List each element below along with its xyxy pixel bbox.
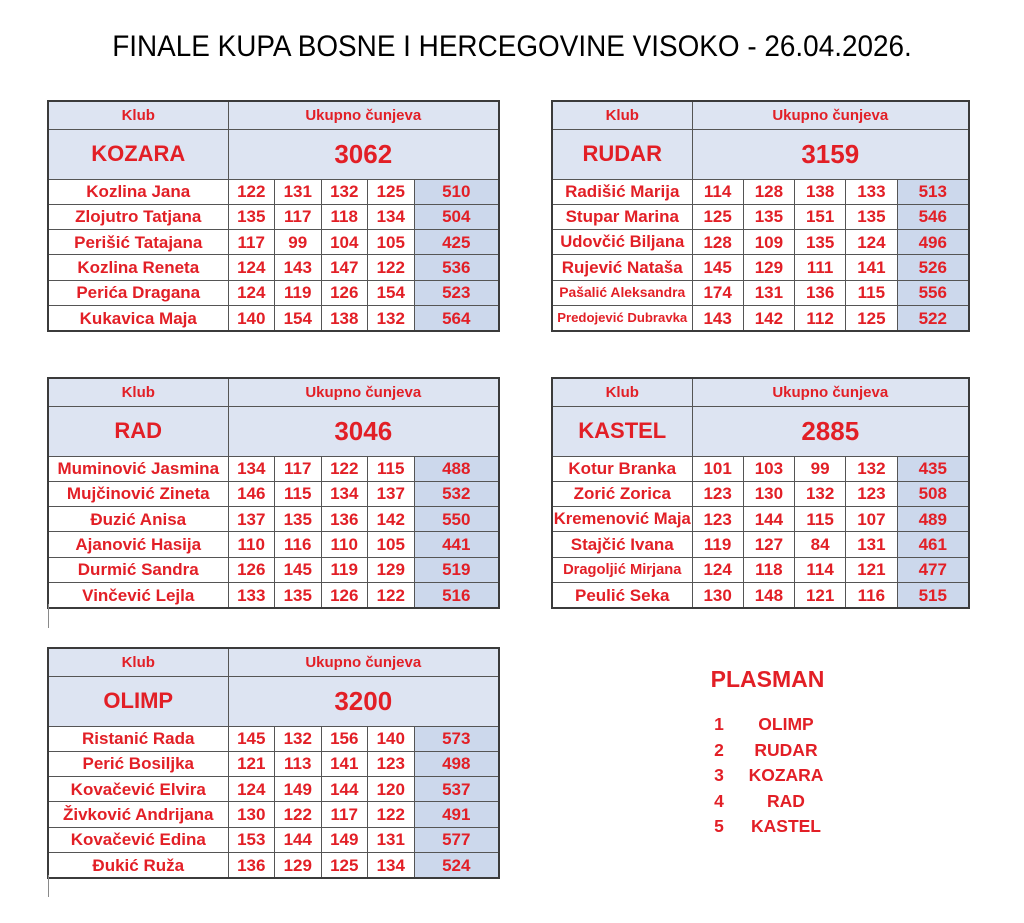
score-cell: 145: [275, 557, 322, 582]
score-cell: 127: [743, 532, 794, 557]
score-cell: 132: [795, 481, 846, 506]
score-cell: 115: [368, 456, 415, 481]
score-cell: 117: [228, 230, 275, 255]
club-name-cell: RAD: [48, 406, 228, 456]
club-total-cell: 3200: [228, 676, 499, 726]
player-total-cell: 573: [414, 726, 499, 751]
club-table-rad: [47, 377, 500, 609]
player-row: [48, 306, 499, 331]
player-total-cell: 526: [897, 255, 969, 280]
score-cell: 131: [743, 280, 794, 305]
player-name-cell: Stajčić Ivana: [552, 532, 692, 557]
score-cell: 130: [743, 481, 794, 506]
club-total-cell: 3062: [228, 129, 499, 179]
score-cell: 134: [368, 204, 415, 229]
player-row: [552, 179, 969, 204]
score-cell: 117: [275, 456, 322, 481]
score-cell: 135: [795, 230, 846, 255]
player-total-cell: 523: [414, 280, 499, 305]
player-row: [48, 280, 499, 305]
score-cell: 132: [846, 456, 897, 481]
player-total-cell: 515: [897, 583, 969, 608]
score-cell: 114: [795, 557, 846, 582]
player-row: [48, 726, 499, 751]
score-cell: 140: [228, 306, 275, 331]
score-cell: 123: [692, 507, 743, 532]
score-cell: 113: [275, 751, 322, 776]
player-total-cell: 496: [897, 230, 969, 255]
score-cell: 174: [692, 280, 743, 305]
player-total-cell: 491: [414, 802, 499, 827]
score-cell: 134: [368, 853, 415, 878]
player-total-cell: 504: [414, 204, 499, 229]
player-row: [552, 230, 969, 255]
score-cell: 122: [368, 583, 415, 608]
score-cell: 133: [228, 583, 275, 608]
table-header-row: [552, 378, 969, 406]
player-total-cell: 516: [414, 583, 499, 608]
score-cell: 117: [275, 204, 322, 229]
score-cell: 109: [743, 230, 794, 255]
player-total-cell: 537: [414, 777, 499, 802]
rank-club: RAD: [767, 790, 805, 811]
score-cell: 132: [275, 726, 322, 751]
player-row: [552, 456, 969, 481]
player-row: [48, 532, 499, 557]
player-total-cell: 550: [414, 507, 499, 532]
player-total-cell: 556: [897, 280, 969, 305]
score-cell: 153: [228, 827, 275, 852]
score-cell: 131: [275, 179, 322, 204]
ukupno-header: Ukupno čunjeva: [228, 101, 499, 129]
player-name-cell: Mujčinović Zineta: [48, 481, 228, 506]
player-total-cell: 477: [897, 557, 969, 582]
score-cell: 121: [846, 557, 897, 582]
player-name-cell: Kozlina Reneta: [48, 255, 228, 280]
score-cell: 131: [368, 827, 415, 852]
player-name-cell: Perić Bosiljka: [48, 751, 228, 776]
player-row: [48, 179, 499, 204]
klub-header: Klub: [48, 648, 228, 676]
score-cell: 107: [846, 507, 897, 532]
score-cell: 124: [228, 280, 275, 305]
player-total-cell: 524: [414, 853, 499, 878]
rank-club: RUDAR: [754, 739, 818, 760]
score-cell: 115: [275, 481, 322, 506]
player-total-cell: 536: [414, 255, 499, 280]
score-cell: 132: [321, 179, 368, 204]
score-cell: 133: [846, 179, 897, 204]
score-cell: 123: [846, 481, 897, 506]
score-cell: 119: [692, 532, 743, 557]
klub-header: Klub: [48, 378, 228, 406]
plasman-title: PLASMAN: [710, 666, 825, 692]
player-row: [552, 481, 969, 506]
player-name-cell: Kozlina Jana: [48, 179, 228, 204]
score-cell: 135: [228, 204, 275, 229]
ukupno-header: Ukupno čunjeva: [692, 378, 969, 406]
score-cell: 110: [228, 532, 275, 557]
score-cell: 145: [228, 726, 275, 751]
rank-number: 2: [714, 739, 724, 760]
player-name-cell: Kotur Branka: [552, 456, 692, 481]
player-name-cell: Durmić Sandra: [48, 557, 228, 582]
player-name-cell: Zlojutro Tatjana: [48, 204, 228, 229]
score-cell: 134: [228, 456, 275, 481]
score-cell: 140: [368, 726, 415, 751]
club-total-cell: 2885: [692, 406, 969, 456]
score-cell: 126: [321, 280, 368, 305]
club-total-cell: 3159: [692, 129, 969, 179]
score-cell: 143: [692, 306, 743, 331]
player-row: [48, 230, 499, 255]
score-cell: 129: [743, 255, 794, 280]
score-cell: 121: [795, 583, 846, 608]
plasman-row: [700, 763, 890, 789]
player-total-cell: 510: [414, 179, 499, 204]
club-table-olimp: [47, 647, 500, 879]
score-cell: 99: [275, 230, 322, 255]
score-cell: 145: [692, 255, 743, 280]
player-total-cell: 519: [414, 557, 499, 582]
player-row: [48, 777, 499, 802]
player-row: [552, 204, 969, 229]
club-name-cell: OLIMP: [48, 676, 228, 726]
club-summary-row: [48, 406, 499, 456]
player-name-cell: Kovačević Edina: [48, 827, 228, 852]
player-row: [552, 306, 969, 331]
score-cell: 124: [228, 777, 275, 802]
score-cell: 120: [368, 777, 415, 802]
score-cell: 112: [795, 306, 846, 331]
score-cell: 146: [228, 481, 275, 506]
score-cell: 143: [275, 255, 322, 280]
player-total-cell: 441: [414, 532, 499, 557]
club-name-cell: KASTEL: [552, 406, 692, 456]
player-name-cell: Dragoljić Mirjana: [552, 557, 692, 582]
score-cell: 135: [743, 204, 794, 229]
klub-header: Klub: [48, 101, 228, 129]
player-total-cell: 489: [897, 507, 969, 532]
club-summary-row: [552, 129, 969, 179]
score-cell: 123: [368, 751, 415, 776]
score-cell: 137: [228, 507, 275, 532]
player-row: [552, 507, 969, 532]
score-cell: 151: [795, 204, 846, 229]
score-cell: 149: [275, 777, 322, 802]
club-summary-row: [48, 676, 499, 726]
score-cell: 124: [692, 557, 743, 582]
score-cell: 111: [795, 255, 846, 280]
rank-number: 4: [714, 790, 724, 811]
player-total-cell: 577: [414, 827, 499, 852]
score-cell: 144: [321, 777, 368, 802]
player-name-cell: Kovačević Elvira: [48, 777, 228, 802]
score-cell: 130: [692, 583, 743, 608]
plasman: [700, 666, 890, 840]
player-name-cell: Ajanović Hasija: [48, 532, 228, 557]
score-cell: 129: [275, 853, 322, 878]
score-cell: 99: [795, 456, 846, 481]
rank-club: OLIMP: [758, 714, 814, 735]
score-cell: 115: [795, 507, 846, 532]
table-header-row: [48, 378, 499, 406]
score-cell: 144: [743, 507, 794, 532]
player-total-cell: 532: [414, 481, 499, 506]
rank-number: 3: [714, 765, 724, 786]
player-total-cell: 461: [897, 532, 969, 557]
score-cell: 128: [692, 230, 743, 255]
player-total-cell: 425: [414, 230, 499, 255]
club-table-kozara: [47, 100, 500, 332]
player-row: [48, 751, 499, 776]
score-cell: 122: [228, 179, 275, 204]
score-cell: 123: [692, 481, 743, 506]
player-name-cell: Radišić Marija: [552, 179, 692, 204]
score-cell: 125: [846, 306, 897, 331]
klub-header: Klub: [552, 101, 692, 129]
score-cell: 110: [321, 532, 368, 557]
border-artifact-line: [48, 604, 49, 628]
score-cell: 124: [228, 255, 275, 280]
player-total-cell: 488: [414, 456, 499, 481]
score-cell: 104: [321, 230, 368, 255]
score-cell: 136: [795, 280, 846, 305]
player-name-cell: Perišić Tatajana: [48, 230, 228, 255]
score-cell: 130: [228, 802, 275, 827]
score-cell: 135: [275, 507, 322, 532]
player-row: [552, 583, 969, 608]
table-header-row: [552, 101, 969, 129]
score-cell: 105: [368, 230, 415, 255]
player-row: [48, 853, 499, 878]
score-cell: 118: [321, 204, 368, 229]
score-cell: 122: [275, 802, 322, 827]
score-cell: 137: [368, 481, 415, 506]
club-summary-row: [48, 129, 499, 179]
club-table-kastel: [551, 377, 970, 609]
score-cell: 136: [228, 853, 275, 878]
score-cell: 138: [795, 179, 846, 204]
player-name-cell: Rujević Nataša: [552, 255, 692, 280]
border-artifact-line: [48, 875, 49, 897]
score-cell: 154: [368, 280, 415, 305]
score-cell: 122: [368, 802, 415, 827]
score-cell: 141: [321, 751, 368, 776]
score-cell: 147: [321, 255, 368, 280]
score-cell: 124: [846, 230, 897, 255]
player-row: [48, 204, 499, 229]
plasman-list: [700, 712, 890, 840]
score-cell: 134: [321, 481, 368, 506]
club-total-cell: 3046: [228, 406, 499, 456]
page-title: FINALE KUPA BOSNE I HERCEGOVINE VISOKO - 26.04.2026.: [112, 30, 912, 63]
player-total-cell: 498: [414, 751, 499, 776]
player-total-cell: 546: [897, 204, 969, 229]
score-cell: 144: [275, 827, 322, 852]
player-name-cell: Zorić Zorica: [552, 481, 692, 506]
player-row: [48, 456, 499, 481]
player-name-cell: Đukić Ruža: [48, 853, 228, 878]
club-name-cell: RUDAR: [552, 129, 692, 179]
player-name-cell: Kukavica Maja: [48, 306, 228, 331]
score-cell: 135: [846, 204, 897, 229]
plasman-row: [700, 814, 890, 840]
club-name-cell: KOZARA: [48, 129, 228, 179]
plasman-row: [700, 712, 890, 738]
klub-header: Klub: [552, 378, 692, 406]
score-cell: 126: [321, 583, 368, 608]
score-cell: 122: [368, 255, 415, 280]
player-name-cell: Živković Andrijana: [48, 802, 228, 827]
player-name-cell: Perića Dragana: [48, 280, 228, 305]
player-row: [48, 802, 499, 827]
player-name-cell: Đuzić Anisa: [48, 507, 228, 532]
player-total-cell: 435: [897, 456, 969, 481]
player-total-cell: 522: [897, 306, 969, 331]
score-cell: 116: [846, 583, 897, 608]
score-cell: 148: [743, 583, 794, 608]
player-row: [552, 532, 969, 557]
score-cell: 149: [321, 827, 368, 852]
score-cell: 119: [275, 280, 322, 305]
plasman-row: [700, 789, 890, 815]
score-cell: 114: [692, 179, 743, 204]
score-cell: 119: [321, 557, 368, 582]
score-cell: 115: [846, 280, 897, 305]
score-cell: 121: [228, 751, 275, 776]
player-row: [552, 280, 969, 305]
rank-club: KASTEL: [751, 816, 821, 837]
table-header-row: [48, 648, 499, 676]
player-name-cell: Predojević Dubravka: [552, 306, 692, 331]
club-summary-row: [552, 406, 969, 456]
score-cell: 136: [321, 507, 368, 532]
score-cell: 132: [368, 306, 415, 331]
rank-number: 1: [714, 714, 724, 735]
score-cell: 142: [743, 306, 794, 331]
player-total-cell: 508: [897, 481, 969, 506]
player-name-cell: Ristanić Rada: [48, 726, 228, 751]
club-table-rudar: [551, 100, 970, 332]
score-cell: 154: [275, 306, 322, 331]
score-cell: 103: [743, 456, 794, 481]
score-cell: 101: [692, 456, 743, 481]
player-row: [552, 255, 969, 280]
player-name-cell: Peulić Seka: [552, 583, 692, 608]
player-row: [48, 827, 499, 852]
score-cell: 138: [321, 306, 368, 331]
player-name-cell: Stupar Marina: [552, 204, 692, 229]
score-cell: 105: [368, 532, 415, 557]
score-cell: 122: [321, 456, 368, 481]
score-cell: 126: [228, 557, 275, 582]
score-cell: 131: [846, 532, 897, 557]
player-row: [48, 583, 499, 608]
score-cell: 125: [368, 179, 415, 204]
score-cell: 142: [368, 507, 415, 532]
player-name-cell: Pašalić Aleksandra: [552, 280, 692, 305]
score-cell: 118: [743, 557, 794, 582]
player-total-cell: 564: [414, 306, 499, 331]
score-cell: 156: [321, 726, 368, 751]
rank-number: 5: [714, 816, 724, 837]
ukupno-header: Ukupno čunjeva: [692, 101, 969, 129]
score-cell: 117: [321, 802, 368, 827]
score-cell: 125: [321, 853, 368, 878]
plasman-row: [700, 738, 890, 764]
rank-club: KOZARA: [748, 765, 824, 786]
player-name-cell: Udovčić Biljana: [552, 230, 692, 255]
score-cell: 125: [692, 204, 743, 229]
score-cell: 116: [275, 532, 322, 557]
player-row: [552, 557, 969, 582]
player-row: [48, 481, 499, 506]
score-cell: 84: [795, 532, 846, 557]
player-name-cell: Muminović Jasmina: [48, 456, 228, 481]
player-name-cell: Kremenović Maja: [552, 507, 692, 532]
table-header-row: [48, 101, 499, 129]
score-cell: 141: [846, 255, 897, 280]
player-row: [48, 507, 499, 532]
score-cell: 135: [275, 583, 322, 608]
player-name-cell: Vinčević Lejla: [48, 583, 228, 608]
player-row: [48, 255, 499, 280]
ukupno-header: Ukupno čunjeva: [228, 378, 499, 406]
ukupno-header: Ukupno čunjeva: [228, 648, 499, 676]
player-total-cell: 513: [897, 179, 969, 204]
player-row: [48, 557, 499, 582]
score-cell: 128: [743, 179, 794, 204]
score-cell: 129: [368, 557, 415, 582]
